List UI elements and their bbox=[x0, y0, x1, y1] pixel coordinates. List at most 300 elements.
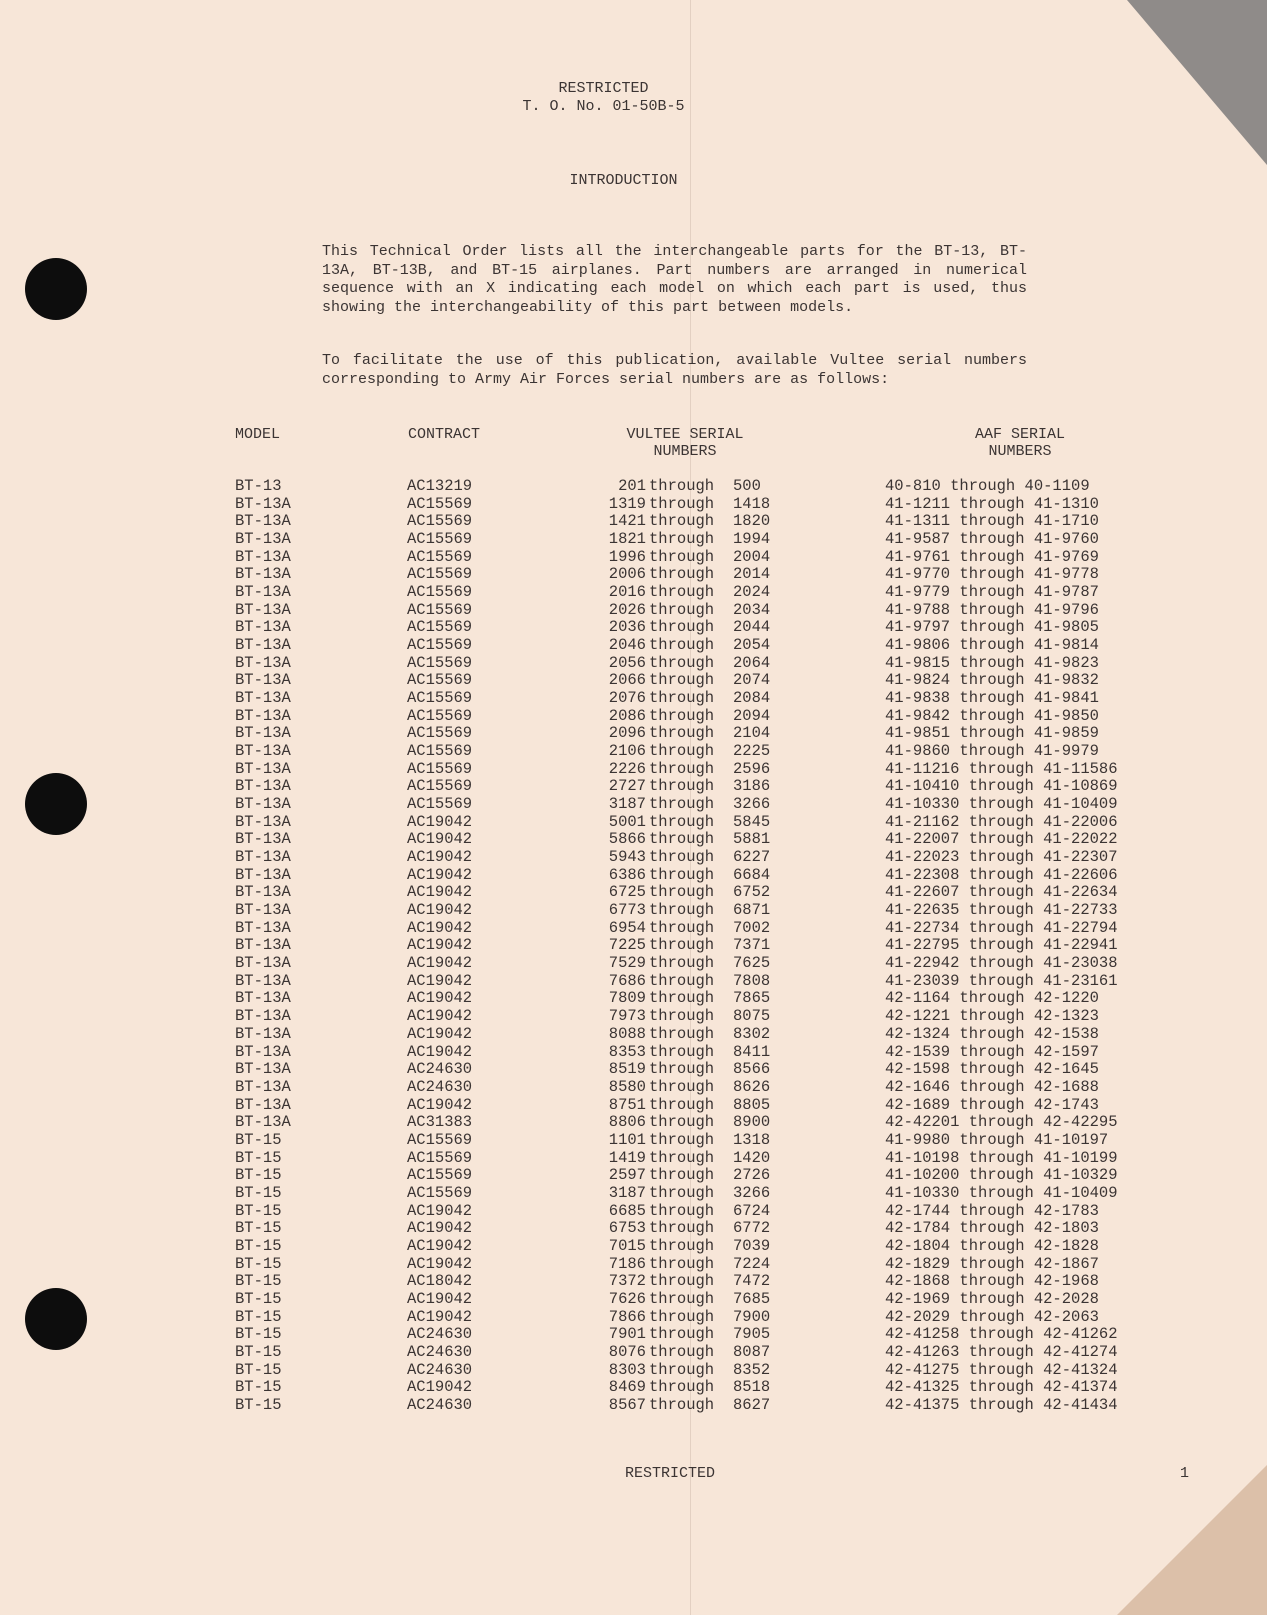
vultee-end-cell: 7371 bbox=[733, 936, 771, 955]
through-label: through bbox=[649, 1024, 715, 1043]
model-cell: BT-13A bbox=[235, 883, 291, 902]
binder-hole bbox=[25, 773, 87, 835]
model-cell: BT-13A bbox=[235, 671, 291, 690]
vultee-end-cell: 7625 bbox=[733, 954, 771, 973]
contract-cell: AC19042 bbox=[407, 1024, 473, 1043]
model-cell: BT-13A bbox=[235, 812, 291, 831]
model-cell: BT-13A bbox=[235, 1113, 291, 1132]
aaf-range-cell: 42-1804 through 42-1828 bbox=[885, 1236, 1099, 1255]
vultee-end-cell: 8302 bbox=[733, 1024, 771, 1043]
through-label: through bbox=[649, 583, 715, 602]
model-cell: BT-15 bbox=[235, 1148, 282, 1167]
classification-header: RESTRICTED bbox=[558, 80, 649, 97]
aaf-range-cell: 41-1311 through 41-1710 bbox=[885, 512, 1099, 531]
aaf-range-cell: 41-10330 through 41-10409 bbox=[885, 795, 1118, 814]
vultee-start-cell: 7809 bbox=[608, 989, 646, 1008]
vultee-start-cell: 1101 bbox=[608, 1130, 646, 1149]
model-cell: BT-13A bbox=[235, 989, 291, 1008]
aaf-range-cell: 41-10198 through 41-10199 bbox=[885, 1148, 1118, 1167]
column-header-contract: CONTRACT bbox=[408, 426, 481, 443]
aaf-range-cell: 41-9980 through 41-10197 bbox=[885, 1130, 1109, 1149]
vultee-start-cell: 2106 bbox=[608, 742, 646, 761]
aaf-range-cell: 41-9770 through 41-9778 bbox=[885, 565, 1099, 584]
model-cell: BT-15 bbox=[235, 1395, 282, 1414]
through-label: through bbox=[649, 742, 715, 761]
contract-cell: AC19042 bbox=[407, 971, 473, 990]
vultee-start-cell: 7901 bbox=[608, 1325, 646, 1344]
through-label: through bbox=[649, 547, 715, 566]
contract-cell: AC15569 bbox=[407, 689, 473, 708]
vultee-start-cell: 7529 bbox=[608, 954, 646, 973]
aaf-range-cell: 41-11216 through 41-11586 bbox=[885, 759, 1118, 778]
vultee-start-cell: 7225 bbox=[608, 936, 646, 955]
vultee-end-cell: 6684 bbox=[733, 865, 771, 884]
model-cell: BT-15 bbox=[235, 1272, 282, 1291]
aaf-range-cell: 41-22023 through 41-22307 bbox=[885, 848, 1118, 867]
through-label: through bbox=[649, 600, 715, 619]
vultee-start-cell: 2066 bbox=[608, 671, 646, 690]
vultee-start-cell: 7186 bbox=[608, 1254, 646, 1273]
model-cell: BT-15 bbox=[235, 1254, 282, 1273]
aaf-range-cell: 41-9842 through 41-9850 bbox=[885, 706, 1099, 725]
vultee-end-cell: 6752 bbox=[733, 883, 771, 902]
column-header-aaf-line1: AAF SERIAL bbox=[974, 426, 1065, 443]
vultee-start-cell: 6685 bbox=[608, 1201, 646, 1220]
binder-hole bbox=[25, 258, 87, 320]
vultee-end-cell: 1420 bbox=[733, 1148, 771, 1167]
aaf-range-cell: 41-22007 through 41-22022 bbox=[885, 830, 1118, 849]
vultee-end-cell: 8352 bbox=[733, 1360, 771, 1379]
contract-cell: AC19042 bbox=[407, 1307, 473, 1326]
aaf-range-cell: 42-1744 through 42-1783 bbox=[885, 1201, 1099, 1220]
through-label: through bbox=[649, 477, 715, 495]
model-cell: BT-15 bbox=[235, 1378, 282, 1397]
vultee-end-cell: 8518 bbox=[733, 1378, 771, 1397]
aaf-range-cell: 41-9838 through 41-9841 bbox=[885, 689, 1099, 708]
vultee-start-cell: 2727 bbox=[608, 777, 646, 796]
aaf-range-cell: 42-1646 through 42-1688 bbox=[885, 1077, 1099, 1096]
contract-cell: AC15569 bbox=[407, 565, 473, 584]
vultee-start-cell: 8567 bbox=[608, 1395, 646, 1414]
vultee-end-cell: 7808 bbox=[733, 971, 771, 990]
vultee-end-cell: 7472 bbox=[733, 1272, 771, 1291]
vultee-end-cell: 6772 bbox=[733, 1219, 771, 1238]
vultee-start-cell: 2046 bbox=[608, 636, 646, 655]
vultee-end-cell: 8900 bbox=[733, 1113, 771, 1132]
column-header-vultee-line1: VULTEE SERIAL bbox=[626, 426, 744, 443]
model-cell: BT-15 bbox=[235, 1130, 282, 1149]
model-cell: BT-13A bbox=[235, 971, 291, 990]
vultee-end-cell: 5845 bbox=[733, 812, 771, 831]
vultee-end-cell: 8087 bbox=[733, 1342, 771, 1361]
vultee-end-cell: 2034 bbox=[733, 600, 771, 619]
vultee-start-cell: 7626 bbox=[608, 1289, 646, 1308]
aaf-range-cell: 42-2029 through 42-2063 bbox=[885, 1307, 1099, 1326]
vultee-end-cell: 1994 bbox=[733, 530, 771, 549]
through-label: through bbox=[649, 759, 715, 778]
aaf-range-cell: 41-9788 through 41-9796 bbox=[885, 600, 1099, 619]
contract-cell: AC24630 bbox=[407, 1060, 473, 1079]
through-label: through bbox=[649, 530, 715, 549]
column-header-aaf bbox=[940, 426, 1100, 460]
contract-cell: AC15569 bbox=[407, 636, 473, 655]
vultee-end-cell: 2726 bbox=[733, 1166, 771, 1185]
model-cell: BT-13A bbox=[235, 689, 291, 708]
vultee-start-cell: 8751 bbox=[608, 1095, 646, 1114]
vultee-start-cell: 8469 bbox=[608, 1378, 646, 1397]
through-label: through bbox=[649, 689, 715, 708]
through-label: through bbox=[649, 1007, 715, 1026]
tech-order-number: T. O. No. 01-50B-5 bbox=[522, 98, 685, 115]
vultee-start-cell: 8580 bbox=[608, 1077, 646, 1096]
through-label: through bbox=[649, 636, 715, 655]
contract-cell: AC24630 bbox=[407, 1077, 473, 1096]
aaf-range-cell: 42-1784 through 42-1803 bbox=[885, 1219, 1099, 1238]
model-cell: BT-13A bbox=[235, 865, 291, 884]
aaf-range-cell: 41-10200 through 41-10329 bbox=[885, 1166, 1118, 1185]
vultee-start-cell: 8519 bbox=[608, 1060, 646, 1079]
model-cell: BT-13A bbox=[235, 795, 291, 814]
model-cell: BT-15 bbox=[235, 1307, 282, 1326]
vultee-start-cell: 2226 bbox=[608, 759, 646, 778]
vultee-end-cell: 1318 bbox=[733, 1130, 771, 1149]
vultee-start-cell: 2006 bbox=[608, 565, 646, 584]
model-cell: BT-13A bbox=[235, 565, 291, 584]
vultee-start-cell: 5943 bbox=[608, 848, 646, 867]
contract-cell: AC24630 bbox=[407, 1395, 473, 1414]
through-label: through bbox=[649, 1360, 715, 1379]
vultee-end-cell: 5881 bbox=[733, 830, 771, 849]
contract-cell: AC15569 bbox=[407, 583, 473, 602]
contract-cell: AC15569 bbox=[407, 494, 473, 513]
through-label: through bbox=[649, 954, 715, 973]
contract-cell: AC19042 bbox=[407, 848, 473, 867]
through-label: through bbox=[649, 812, 715, 831]
vultee-start-cell: 6773 bbox=[608, 901, 646, 920]
aaf-range-cell: 41-9851 through 41-9859 bbox=[885, 724, 1099, 743]
aaf-range-cell: 42-41263 through 42-41274 bbox=[885, 1342, 1118, 1361]
through-label: through bbox=[649, 1342, 715, 1361]
through-label: through bbox=[649, 494, 715, 513]
through-label: through bbox=[649, 936, 715, 955]
vultee-start-cell: 3187 bbox=[608, 795, 646, 814]
contract-cell: AC19042 bbox=[407, 830, 473, 849]
model-cell: BT-13A bbox=[235, 830, 291, 849]
vultee-start-cell: 8353 bbox=[608, 1042, 646, 1061]
vultee-start-cell: 2086 bbox=[608, 706, 646, 725]
aaf-range-cell: 41-22635 through 41-22733 bbox=[885, 901, 1118, 920]
aaf-range-cell: 41-9779 through 41-9787 bbox=[885, 583, 1099, 602]
model-cell: BT-13 bbox=[235, 477, 282, 495]
page-corner-shadow bbox=[1117, 1465, 1267, 1615]
aaf-range-cell: 42-41275 through 42-41324 bbox=[885, 1360, 1118, 1379]
aaf-range-cell: 42-1969 through 42-2028 bbox=[885, 1289, 1099, 1308]
through-label: through bbox=[649, 989, 715, 1008]
through-label: through bbox=[649, 1201, 715, 1220]
through-label: through bbox=[649, 1307, 715, 1326]
contract-cell: AC19042 bbox=[407, 954, 473, 973]
vultee-end-cell: 500 bbox=[733, 477, 761, 495]
classification-footer: RESTRICTED bbox=[625, 1465, 716, 1482]
vultee-start-cell: 8076 bbox=[608, 1342, 646, 1361]
contract-cell: AC19042 bbox=[407, 936, 473, 955]
through-label: through bbox=[649, 1077, 715, 1096]
contract-cell: AC19042 bbox=[407, 918, 473, 937]
vultee-end-cell: 2024 bbox=[733, 583, 771, 602]
model-cell: BT-13A bbox=[235, 936, 291, 955]
vultee-end-cell: 6871 bbox=[733, 901, 771, 920]
model-cell: BT-13A bbox=[235, 954, 291, 973]
vultee-end-cell: 2014 bbox=[733, 565, 771, 584]
through-label: through bbox=[649, 918, 715, 937]
through-label: through bbox=[649, 901, 715, 920]
vultee-end-cell: 2094 bbox=[733, 706, 771, 725]
contract-cell: AC24630 bbox=[407, 1325, 473, 1344]
through-label: through bbox=[649, 777, 715, 796]
aaf-range-cell: 41-9815 through 41-9823 bbox=[885, 653, 1099, 672]
model-cell: BT-13A bbox=[235, 1077, 291, 1096]
vultee-end-cell: 8627 bbox=[733, 1395, 771, 1414]
model-cell: BT-15 bbox=[235, 1325, 282, 1344]
through-label: through bbox=[649, 1254, 715, 1273]
vultee-start-cell: 1421 bbox=[608, 512, 646, 531]
vultee-start-cell: 8303 bbox=[608, 1360, 646, 1379]
model-cell: BT-15 bbox=[235, 1342, 282, 1361]
through-label: through bbox=[649, 971, 715, 990]
vultee-end-cell: 3266 bbox=[733, 1183, 771, 1202]
through-label: through bbox=[649, 830, 715, 849]
intro-paragraph: This Technical Order lists all the interchangeable parts for the BT-13, BT-13A, BT-13B, and BT-15 airplanes. Part numbers are arranged in numerical sequence with an X indicating each model on which each part is used, thus showing the interchangeability of this part between models. bbox=[322, 243, 1027, 316]
contract-cell: AC19042 bbox=[407, 989, 473, 1008]
model-cell: BT-13A bbox=[235, 547, 291, 566]
contract-cell: AC18042 bbox=[407, 1272, 473, 1291]
vultee-end-cell: 7905 bbox=[733, 1325, 771, 1344]
through-label: through bbox=[649, 1272, 715, 1291]
column-header-vultee-line2: NUMBERS bbox=[653, 443, 717, 460]
vultee-end-cell: 7865 bbox=[733, 989, 771, 1008]
through-label: through bbox=[649, 1289, 715, 1308]
aaf-range-cell: 42-41325 through 42-41374 bbox=[885, 1378, 1118, 1397]
contract-cell: AC19042 bbox=[407, 1007, 473, 1026]
vultee-start-cell: 2056 bbox=[608, 653, 646, 672]
contract-cell: AC19042 bbox=[407, 1254, 473, 1273]
aaf-range-cell: 42-1868 through 42-1968 bbox=[885, 1272, 1099, 1291]
aaf-range-cell: 41-9824 through 41-9832 bbox=[885, 671, 1099, 690]
through-label: through bbox=[649, 565, 715, 584]
through-label: through bbox=[649, 1236, 715, 1255]
vultee-end-cell: 8805 bbox=[733, 1095, 771, 1114]
vultee-end-cell: 3186 bbox=[733, 777, 771, 796]
vultee-start-cell: 8088 bbox=[608, 1024, 646, 1043]
contract-cell: AC19042 bbox=[407, 1236, 473, 1255]
aaf-range-cell: 41-9587 through 41-9760 bbox=[885, 530, 1099, 549]
aaf-range-cell: 41-23039 through 41-23161 bbox=[885, 971, 1118, 990]
through-label: through bbox=[649, 1113, 715, 1132]
through-label: through bbox=[649, 1378, 715, 1397]
aaf-range-cell: 41-21162 through 41-22006 bbox=[885, 812, 1118, 831]
contract-cell: AC15569 bbox=[407, 1130, 473, 1149]
aaf-range-cell: 42-1539 through 42-1597 bbox=[885, 1042, 1099, 1061]
vultee-end-cell: 2596 bbox=[733, 759, 771, 778]
column-header-vultee bbox=[600, 426, 770, 460]
through-label: through bbox=[649, 1130, 715, 1149]
through-label: through bbox=[649, 1042, 715, 1061]
contract-cell: AC24630 bbox=[407, 1360, 473, 1379]
aaf-range-cell: 42-41258 through 42-41262 bbox=[885, 1325, 1118, 1344]
page-number: 1 bbox=[1180, 1465, 1190, 1482]
through-label: through bbox=[649, 512, 715, 531]
contract-cell: AC15569 bbox=[407, 706, 473, 725]
model-cell: BT-13A bbox=[235, 706, 291, 725]
contract-cell: AC19042 bbox=[407, 1042, 473, 1061]
contract-cell: AC15569 bbox=[407, 1148, 473, 1167]
through-label: through bbox=[649, 865, 715, 884]
vultee-start-cell: 2597 bbox=[608, 1166, 646, 1185]
through-label: through bbox=[649, 1148, 715, 1167]
through-label: through bbox=[649, 883, 715, 902]
vultee-start-cell: 201 bbox=[618, 477, 646, 495]
aaf-range-cell: 41-9806 through 41-9814 bbox=[885, 636, 1099, 655]
vultee-end-cell: 7685 bbox=[733, 1289, 771, 1308]
vultee-start-cell: 6725 bbox=[608, 883, 646, 902]
aaf-range-cell: 42-41375 through 42-41434 bbox=[885, 1395, 1118, 1414]
aaf-range-cell: 41-9797 through 41-9805 bbox=[885, 618, 1099, 637]
vultee-end-cell: 8075 bbox=[733, 1007, 771, 1026]
contract-cell: AC15569 bbox=[407, 742, 473, 761]
vultee-start-cell: 1996 bbox=[608, 547, 646, 566]
contract-cell: AC15569 bbox=[407, 600, 473, 619]
vultee-end-cell: 7039 bbox=[733, 1236, 771, 1255]
vultee-start-cell: 6954 bbox=[608, 918, 646, 937]
model-cell: BT-13A bbox=[235, 1007, 291, 1026]
model-cell: BT-13A bbox=[235, 901, 291, 920]
vultee-start-cell: 1419 bbox=[608, 1148, 646, 1167]
contract-cell: AC15569 bbox=[407, 530, 473, 549]
aaf-range-cell: 42-1829 through 42-1867 bbox=[885, 1254, 1099, 1273]
model-cell: BT-15 bbox=[235, 1166, 282, 1185]
vultee-start-cell: 2076 bbox=[608, 689, 646, 708]
contract-cell: AC24630 bbox=[407, 1342, 473, 1361]
model-cell: BT-15 bbox=[235, 1236, 282, 1255]
contract-cell: AC15569 bbox=[407, 777, 473, 796]
aaf-range-cell: 42-1689 through 42-1743 bbox=[885, 1095, 1099, 1114]
vultee-end-cell: 2054 bbox=[733, 636, 771, 655]
vultee-end-cell: 8626 bbox=[733, 1077, 771, 1096]
vultee-start-cell: 6386 bbox=[608, 865, 646, 884]
vultee-end-cell: 2074 bbox=[733, 671, 771, 690]
contract-cell: AC15569 bbox=[407, 1166, 473, 1185]
vultee-end-cell: 2104 bbox=[733, 724, 771, 743]
aaf-range-cell: 41-22795 through 41-22941 bbox=[885, 936, 1118, 955]
vultee-start-cell: 2026 bbox=[608, 600, 646, 619]
model-cell: BT-15 bbox=[235, 1219, 282, 1238]
vultee-start-cell: 2096 bbox=[608, 724, 646, 743]
model-cell: BT-13A bbox=[235, 494, 291, 513]
aaf-range-cell: 41-22734 through 41-22794 bbox=[885, 918, 1118, 937]
vultee-start-cell: 5866 bbox=[608, 830, 646, 849]
vultee-end-cell: 7900 bbox=[733, 1307, 771, 1326]
model-cell: BT-13A bbox=[235, 742, 291, 761]
vultee-start-cell: 1821 bbox=[608, 530, 646, 549]
vultee-start-cell: 2036 bbox=[608, 618, 646, 637]
contract-cell: AC19042 bbox=[407, 901, 473, 920]
through-label: through bbox=[649, 1395, 715, 1414]
contract-cell: AC15569 bbox=[407, 653, 473, 672]
model-cell: BT-13A bbox=[235, 848, 291, 867]
through-label: through bbox=[649, 653, 715, 672]
model-cell: BT-13A bbox=[235, 636, 291, 655]
aaf-range-cell: 42-1221 through 42-1323 bbox=[885, 1007, 1099, 1026]
model-cell: BT-15 bbox=[235, 1201, 282, 1220]
vultee-start-cell: 2016 bbox=[608, 583, 646, 602]
vultee-end-cell: 7002 bbox=[733, 918, 771, 937]
model-cell: BT-13A bbox=[235, 918, 291, 937]
model-cell: BT-13A bbox=[235, 777, 291, 796]
through-label: through bbox=[649, 1183, 715, 1202]
vultee-start-cell: 1319 bbox=[608, 494, 646, 513]
through-label: through bbox=[649, 848, 715, 867]
through-label: through bbox=[649, 706, 715, 725]
contract-cell: AC15569 bbox=[407, 547, 473, 566]
vultee-start-cell: 7686 bbox=[608, 971, 646, 990]
aaf-range-cell: 41-9860 through 41-9979 bbox=[885, 742, 1099, 761]
contract-cell: AC19042 bbox=[407, 883, 473, 902]
contract-cell: AC15569 bbox=[407, 724, 473, 743]
vultee-start-cell: 3187 bbox=[608, 1183, 646, 1202]
serial-paragraph: To facilitate the use of this publication, available Vultee serial numbers corresponding to Army Air Forces serial numbers are as follows: bbox=[322, 352, 1027, 388]
model-cell: BT-13A bbox=[235, 1042, 291, 1061]
aaf-range-cell: 41-22942 through 41-23038 bbox=[885, 954, 1118, 973]
contract-cell: AC15569 bbox=[407, 1183, 473, 1202]
vultee-start-cell: 7015 bbox=[608, 1236, 646, 1255]
contract-cell: AC19042 bbox=[407, 865, 473, 884]
model-cell: BT-13A bbox=[235, 512, 291, 531]
column-header-aaf-line2: NUMBERS bbox=[988, 443, 1052, 460]
model-cell: BT-13A bbox=[235, 1024, 291, 1043]
through-label: through bbox=[649, 1095, 715, 1114]
vultee-end-cell: 2084 bbox=[733, 689, 771, 708]
aaf-range-cell: 41-22607 through 41-22634 bbox=[885, 883, 1118, 902]
aaf-range-cell: 42-1598 through 42-1645 bbox=[885, 1060, 1099, 1079]
model-cell: BT-13A bbox=[235, 724, 291, 743]
vultee-end-cell: 2225 bbox=[733, 742, 771, 761]
aaf-range-cell: 41-10330 through 41-10409 bbox=[885, 1183, 1118, 1202]
vultee-end-cell: 3266 bbox=[733, 795, 771, 814]
vultee-end-cell: 7224 bbox=[733, 1254, 771, 1273]
aaf-range-cell: 42-42201 through 42-42295 bbox=[885, 1113, 1118, 1132]
contract-cell: AC19042 bbox=[407, 1219, 473, 1238]
vultee-start-cell: 6753 bbox=[608, 1219, 646, 1238]
contract-cell: AC31383 bbox=[407, 1113, 473, 1132]
model-cell: BT-13A bbox=[235, 1095, 291, 1114]
aaf-range-cell: 42-1164 through 42-1220 bbox=[885, 989, 1099, 1008]
through-label: through bbox=[649, 724, 715, 743]
model-cell: BT-13A bbox=[235, 759, 291, 778]
model-cell: BT-15 bbox=[235, 1289, 282, 1308]
vultee-end-cell: 1820 bbox=[733, 512, 771, 531]
contract-cell: AC19042 bbox=[407, 812, 473, 831]
through-label: through bbox=[649, 1325, 715, 1344]
vultee-start-cell: 5001 bbox=[608, 812, 646, 831]
vultee-start-cell: 7866 bbox=[608, 1307, 646, 1326]
model-cell: BT-15 bbox=[235, 1183, 282, 1202]
vultee-start-cell: 7973 bbox=[608, 1007, 646, 1026]
aaf-range-cell: 41-1211 through 41-1310 bbox=[885, 494, 1099, 513]
aaf-range-cell: 42-1324 through 42-1538 bbox=[885, 1024, 1099, 1043]
vultee-end-cell: 6227 bbox=[733, 848, 771, 867]
contract-cell: AC15569 bbox=[407, 671, 473, 690]
vultee-start-cell: 7372 bbox=[608, 1272, 646, 1291]
